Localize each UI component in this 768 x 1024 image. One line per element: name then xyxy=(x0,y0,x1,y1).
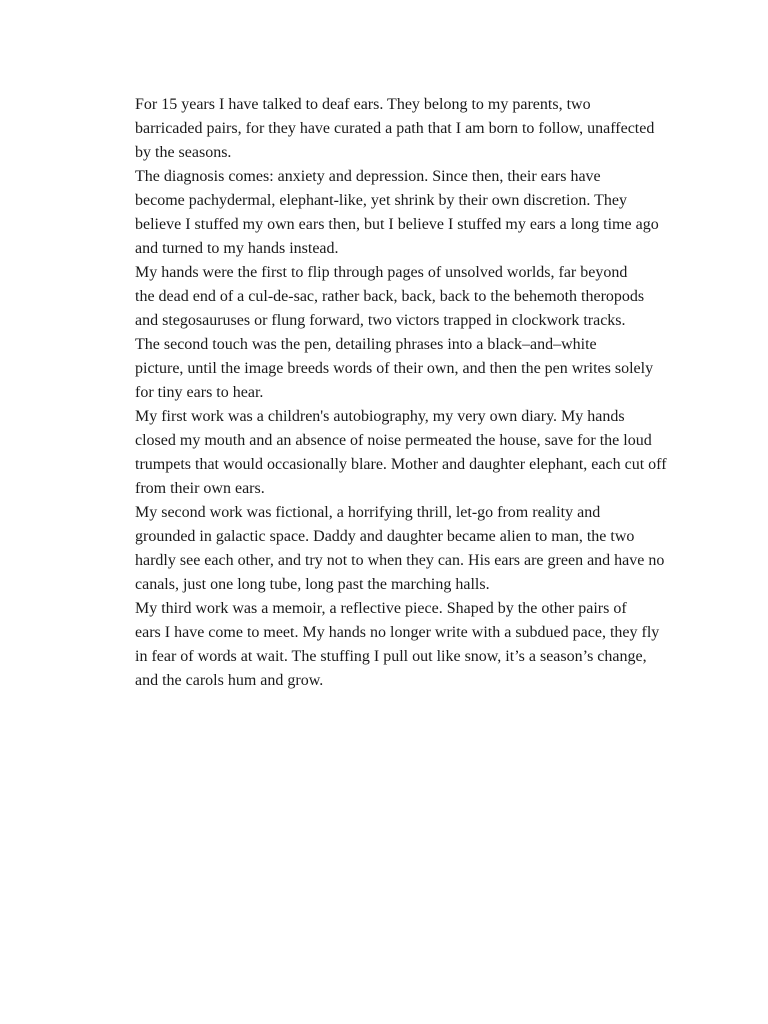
text-line: canals, just one long tube, long past the marching halls. xyxy=(135,576,490,593)
text-line: hardly see each other, and try not to when they can. His ears are green and have no xyxy=(135,552,665,569)
text-line: become pachydermal, elephant-like, yet shrink by their own discretion. They xyxy=(135,192,627,209)
paragraph-6 xyxy=(90,501,676,597)
paragraph-5 xyxy=(90,405,676,501)
text-line: in fear of words at wait. The stuffing I pull out like snow, it’s a season’s change, xyxy=(135,648,647,665)
document-body xyxy=(90,93,676,693)
text-line: picture, until the image breeds words of their own, and then the pen writes solely xyxy=(135,360,654,377)
text-line: and turned to my hands instead. xyxy=(135,240,339,257)
text-line: My third work was a memoir, a reflective piece. Shaped by the other pairs of xyxy=(135,600,627,617)
text-line: the dead end of a cul-de-sac, rather back, back, back to the behemoth theropods xyxy=(135,288,645,305)
text-line: closed my mouth and an absence of noise permeated the house, save for the loud xyxy=(135,432,652,449)
paragraph-2 xyxy=(90,165,676,261)
text-line: trumpets that would occasionally blare. Mother and daughter elephant, each cut off xyxy=(135,456,667,473)
paragraph-7 xyxy=(90,597,676,693)
paragraph-4 xyxy=(90,333,676,405)
text-line: and stegosauruses or flung forward, two victors trapped in clockwork tracks. xyxy=(135,312,626,329)
text-line: The second touch was the pen, detailing phrases into a black–and–white xyxy=(135,336,597,353)
text-line: and the carols hum and grow. xyxy=(135,672,324,689)
text-line: The diagnosis comes: anxiety and depression. Since then, their ears have xyxy=(135,168,601,185)
text-line: My second work was fictional, a horrifying thrill, let-go from reality and xyxy=(135,504,601,521)
text-line: for tiny ears to hear. xyxy=(135,384,264,401)
text-line: My first work was a children's autobiography, my very own diary. My hands xyxy=(135,408,625,425)
paragraph-3 xyxy=(90,261,676,333)
text-line: grounded in galactic space. Daddy and daughter became alien to man, the two xyxy=(135,528,635,545)
text-line: For 15 years I have talked to deaf ears. They belong to my parents, two xyxy=(135,96,591,113)
text-line: by the seasons. xyxy=(135,144,232,161)
text-line: believe I stuffed my own ears then, but I believe I stuffed my ears a long time ago xyxy=(135,216,659,233)
text-line: barricaded pairs, for they have curated a path that I am born to follow, unaffected xyxy=(135,120,655,137)
text-line: from their own ears. xyxy=(135,480,265,497)
text-line: My hands were the first to flip through pages of unsolved worlds, far beyond xyxy=(135,264,628,281)
text-line: ears I have come to meet. My hands no longer write with a subdued pace, they fly xyxy=(135,624,660,641)
paragraph-1 xyxy=(90,93,676,165)
